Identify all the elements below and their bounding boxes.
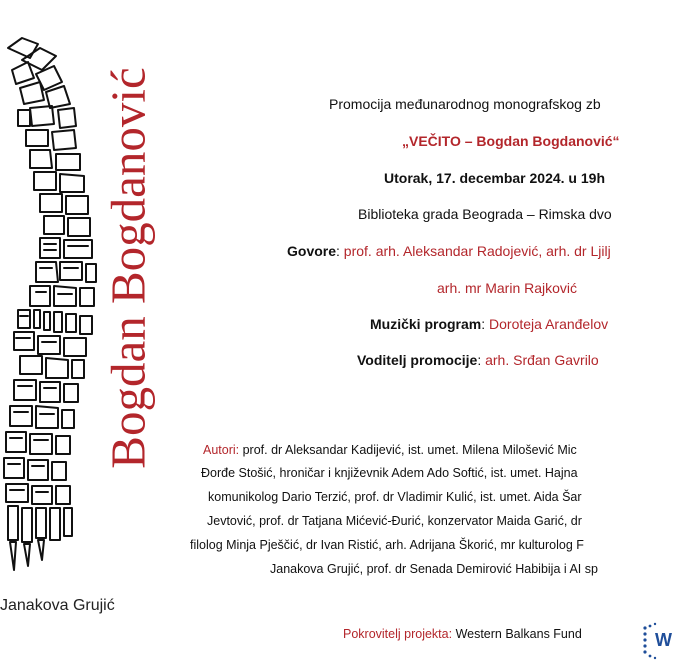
speakers-line: Govore: prof. arh. Aleksandar Radojević, arh. dr Ljilj	[287, 243, 611, 259]
western-balkans-fund-logo-icon	[641, 622, 681, 662]
sponsor-value: Western Balkans Fund	[455, 627, 582, 641]
book-title: „VEČITO – Bogdan Bogdanović“	[402, 133, 620, 149]
authors-label: Autori	[203, 443, 236, 457]
book-author: Janakova Grujić	[0, 597, 115, 614]
authors-text-1: prof. dr Aleksandar Kadijević, ist. umet. Milena Milošević Mic	[242, 443, 577, 457]
vertical-title	[68, 48, 188, 488]
authors-line-6: Janakova Grujić, prof. dr Senada Demirović Habibija i AI sp	[270, 562, 598, 576]
host-line: Voditelj promocije: arh. Srđan Gavrilo	[357, 352, 599, 368]
authors-line-3: komunikolog Dario Terzić, prof. dr Vladimir Kulić, ist. umet. Aida Šar	[208, 490, 582, 504]
authors-line-2: Đorđe Stošić, hroničar i književnik Adem Ado Softić, ist. umet. Hajna	[201, 466, 578, 480]
vertical-title-text: Bogdan Bogdanović	[100, 67, 156, 469]
authors-line-4: Jevtović, prof. dr Tatjana Mićević-Đurić, konzervator Maida Garić, dr	[207, 514, 582, 528]
authors-line-1: Autori: prof. dr Aleksandar Kadijević, ist. umet. Milena Milošević Mic	[203, 443, 577, 457]
music-value: Doroteja Aranđelov	[489, 316, 609, 332]
host-value: arh. Srđan Gavrilo	[485, 352, 599, 368]
event-datetime: Utorak, 17. decembar 2024. u 19h	[384, 170, 605, 186]
music-line: Muzički program: Doroteja Aranđelov	[370, 316, 609, 332]
speakers-label: Govore	[287, 243, 337, 259]
svg-text:W: W	[655, 630, 672, 650]
event-venue: Biblioteka grada Beograda – Rimska dvo	[358, 206, 612, 222]
music-label: Muzički program	[370, 316, 482, 332]
speakers-names-2: arh. mr Marin Rajković	[437, 280, 578, 296]
authors-line-5: filolog Minja Pješčić, dr Ivan Ristić, arh. Adrijana Škorić, mr kulturolog F	[190, 538, 584, 552]
sponsor-line: Pokrovitelj projekta: Western Balkans Fund	[343, 627, 582, 641]
speakers-names: prof. arh. Aleksandar Radojević, arh. dr Ljilj	[343, 243, 611, 259]
host-label: Voditelj promocije	[357, 352, 478, 368]
event-intro: Promocija međunarodnog monografskog zb	[329, 96, 601, 112]
sponsor-label: Pokrovitelj projekta	[343, 627, 449, 641]
